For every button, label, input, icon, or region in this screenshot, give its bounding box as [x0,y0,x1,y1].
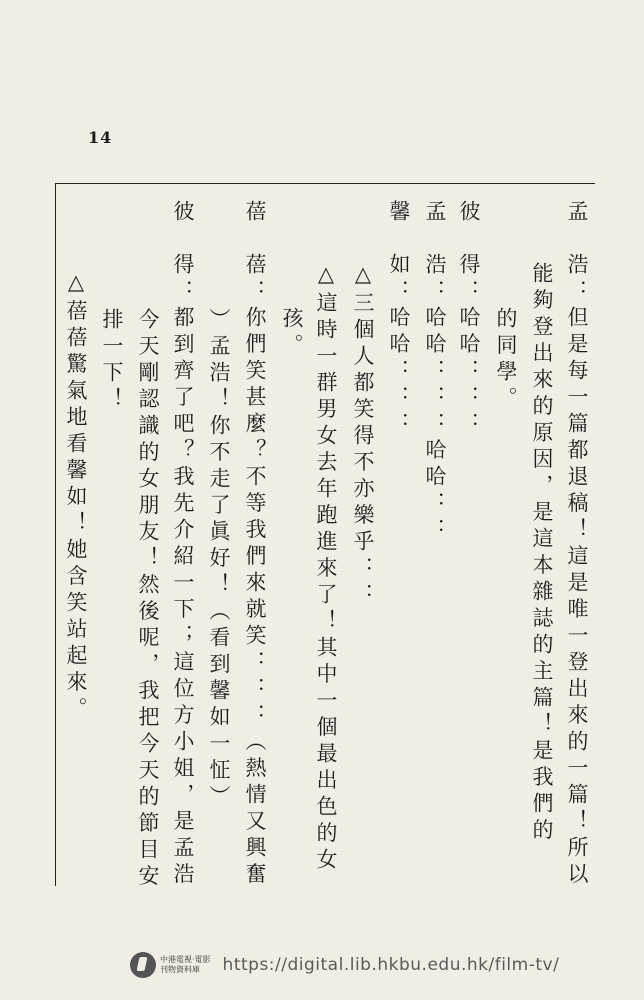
script-column-3: 的同學。 [494,307,518,413]
script-column-2: 能夠登出來的原因，是這本雜誌的主篇！是我們的 [530,262,554,845]
script-column-1: 孟 浩：但是每一篇都退稿！這是唯一登出來的一篇！所以 [565,200,589,889]
script-column-14: 排一下！ [100,308,124,414]
script-column-8: △這時一群男女去年跑進來了！其中一個最出色的女 [314,262,338,875]
library-logo-icon [130,952,156,978]
script-column-13: 今天剛認識的女朋友！然後呢，我把今天的節目安 [136,308,160,891]
script-column-11: ）孟浩！你不走了眞好！（看到馨如一怔） [207,308,231,812]
script-column-4: 彼 得：哈哈：：： [457,200,481,439]
script-column-15: △蓓蓓驚氣地看馨如！她含笑站起來。 [64,270,88,724]
footer-watermark [130,952,559,978]
footer-url: https://digital.lib.hkbu.edu.hk/film-tv/ [222,955,560,975]
logo-text-line1: 中港電視·電影 [160,955,211,964]
script-column-9: 孩。 [280,307,304,360]
logo-text-line2: 刊物資料庫 [160,965,200,974]
script-column-12: 彼 得：都到齊了吧？我先介紹一下；這位方小姐，是孟浩 [171,200,195,889]
script-column-7: △三個人都笑得不亦樂乎：： [351,262,375,610]
script-column-6: 馨 如：哈哈：：： [387,200,411,439]
page-number: 14 [88,128,113,147]
script-column-10: 蓓 蓓：你們笑甚麼？不等我們來就笑：：：（熱情又興奮 [243,200,267,889]
library-logo-text [160,955,211,975]
script-column-5: 孟 浩：哈哈：：：哈哈：： [423,200,447,545]
